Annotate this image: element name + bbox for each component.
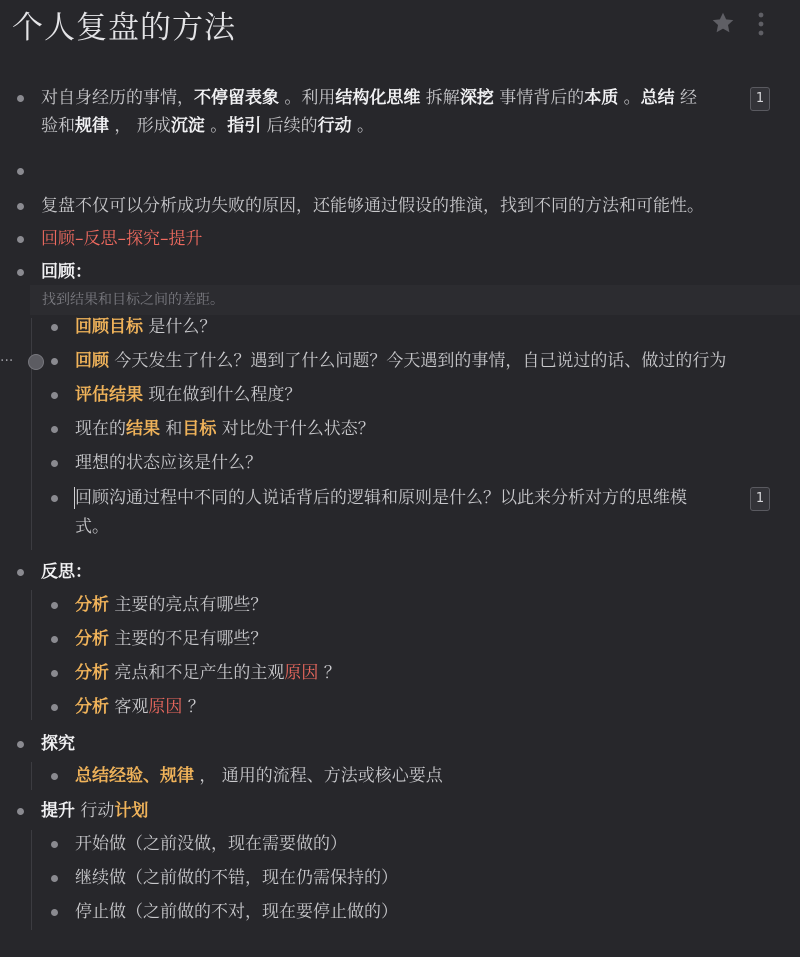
explore-heading: 探究 (41, 734, 75, 754)
review-note[interactable]: 找到结果和目标之间的差距。 (30, 285, 800, 315)
bullet-icon[interactable] (51, 841, 58, 848)
review-heading: 回顾： (41, 262, 92, 282)
indent-guide (31, 762, 32, 790)
bullet-icon[interactable] (17, 236, 24, 243)
indent-guide (31, 590, 32, 720)
bullet-icon[interactable] (51, 358, 58, 365)
intro-line-2: 验和规律 ， 形成沉淀 。指引 后续的行动 。 (41, 116, 375, 136)
text-cursor (74, 487, 75, 509)
bullet-icon[interactable] (51, 392, 58, 399)
steps-heading: 回顾–反思–探究–提升 (41, 229, 203, 249)
more-options-icon[interactable] (752, 10, 770, 38)
bullet-icon[interactable] (51, 704, 58, 711)
bullet-icon[interactable] (51, 875, 58, 882)
analysis-text: 复盘不仅可以分析成功失败的原因，还能够通过假设的推演，找到不同的方法和可能性。 (41, 196, 704, 216)
bullet-icon[interactable] (17, 569, 24, 576)
bullet-icon[interactable] (51, 460, 58, 467)
bullet-icon[interactable] (17, 741, 24, 748)
drag-handle-icon[interactable]: ··· (0, 353, 14, 369)
bullet-icon[interactable] (51, 495, 58, 502)
page-title: 个人复盘的方法 (12, 10, 236, 46)
bullet-icon[interactable] (51, 602, 58, 609)
star-icon[interactable] (710, 10, 736, 36)
bullet-icon[interactable] (17, 168, 24, 175)
bullet-icon[interactable] (51, 670, 58, 677)
intro-line-1: 对自身经历的事情，不停留表象 。利用结构化思维 拆解深挖 事情背后的本质 。总结 经 (41, 88, 698, 108)
bullet-icon[interactable] (51, 636, 58, 643)
focus-handle-icon[interactable] (28, 354, 44, 370)
reflect-heading: 反思： (41, 562, 92, 582)
bullet-icon[interactable] (17, 203, 24, 210)
bullet-icon[interactable] (51, 909, 58, 916)
comment-count-badge[interactable]: 1 (750, 487, 770, 511)
bullet-icon[interactable] (17, 808, 24, 815)
bullet-icon[interactable] (17, 269, 24, 276)
bullet-icon[interactable] (51, 773, 58, 780)
comment-count-badge[interactable]: 1 (750, 87, 770, 111)
indent-guide (31, 318, 32, 550)
bullet-icon[interactable] (51, 324, 58, 331)
bullet-icon[interactable] (17, 95, 24, 102)
bullet-icon[interactable] (51, 426, 58, 433)
indent-guide (31, 830, 32, 930)
